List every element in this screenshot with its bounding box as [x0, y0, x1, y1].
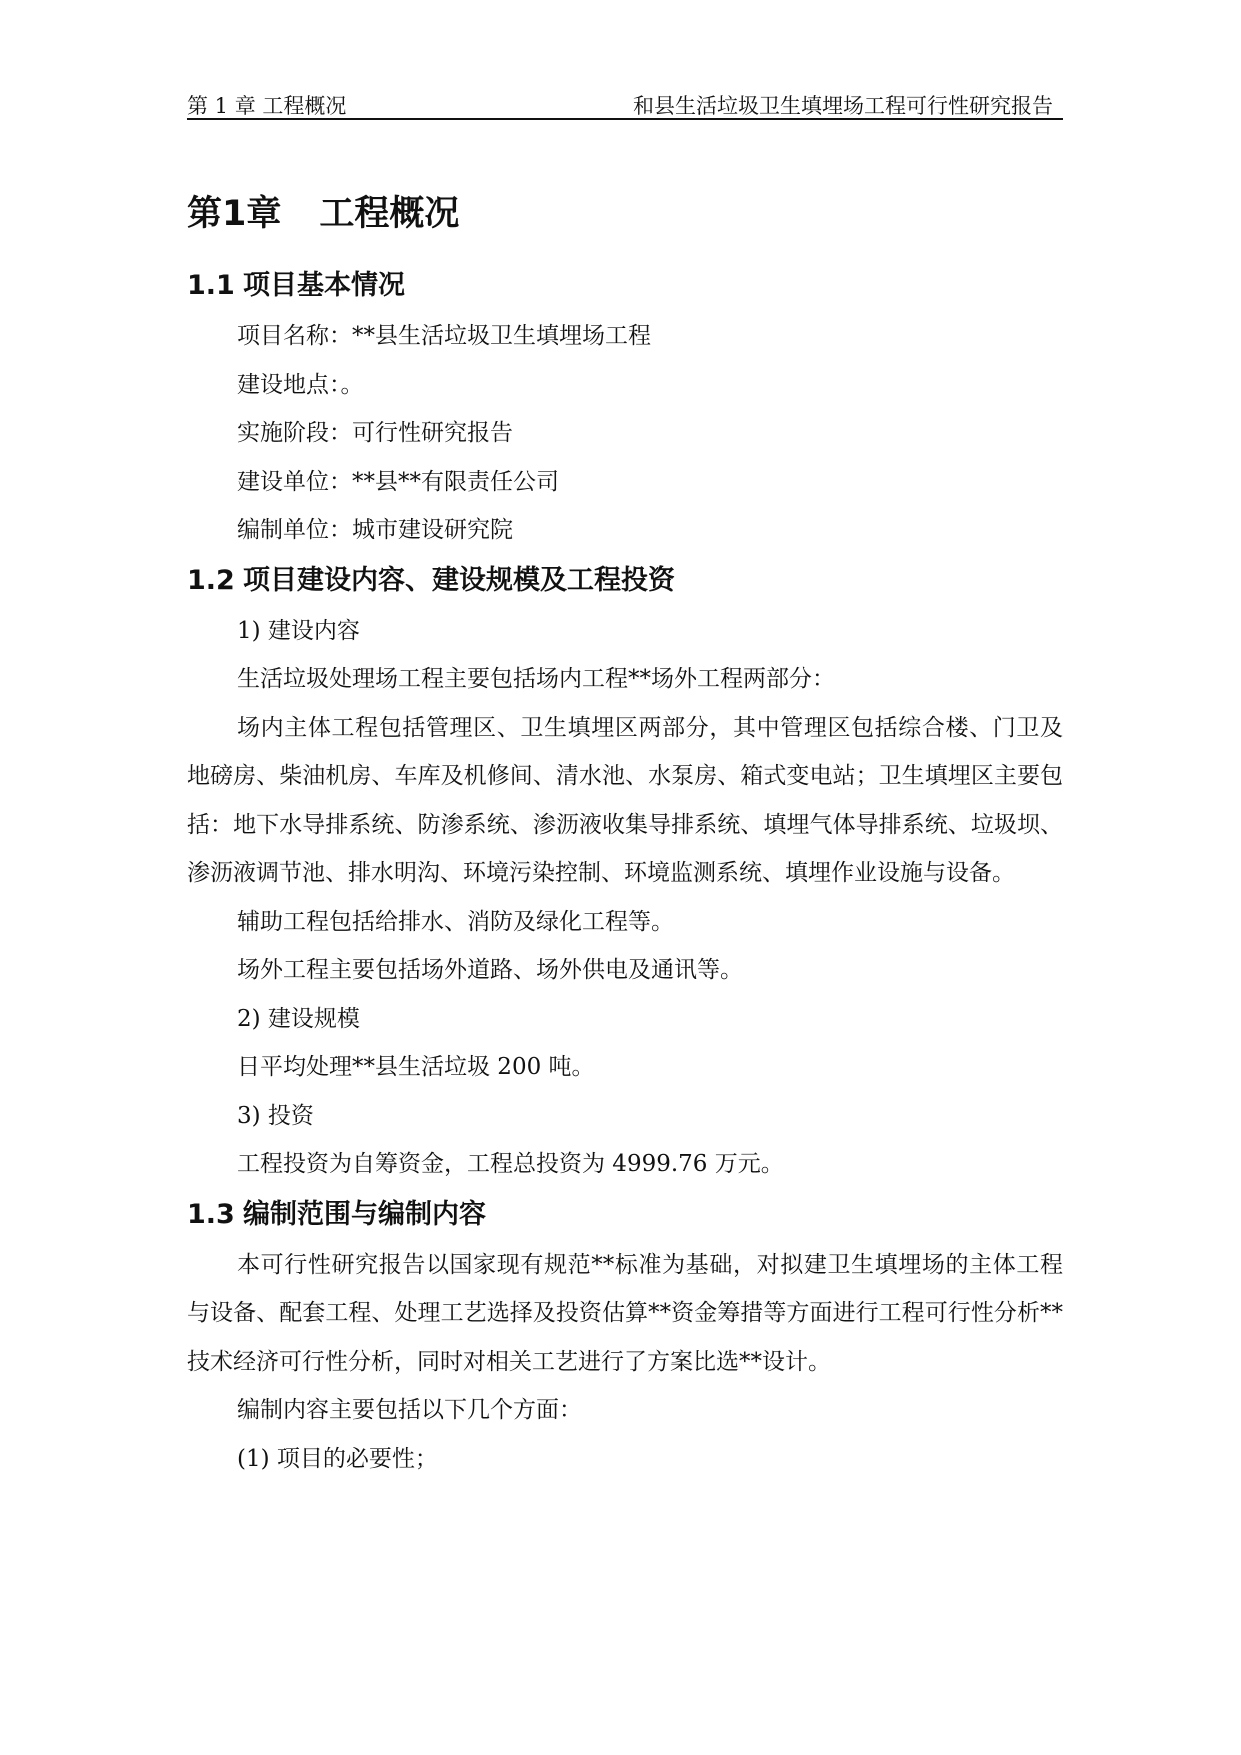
section-number: 1.3 [187, 1198, 235, 1230]
project-name-line: 项目名称：**县生活垃圾卫生填埋场工程 [237, 323, 651, 349]
section-number: 1.2 [187, 564, 235, 596]
chapter-number: 第1章 [187, 194, 282, 234]
page-content [187, 190, 1063, 1483]
paragraph: 辅助工程包括给排水、消防及绿化工程等。 [237, 908, 674, 935]
section-heading-1-3 [187, 1189, 1063, 1241]
section-title: 项目建设内容、建设规模及工程投资 [243, 564, 675, 596]
stage-line: 实施阶段：可行性研究报告 [237, 420, 513, 446]
paragraph: 工程投资为自筹资金，工程总投资为 4999.76 万元。 [237, 1151, 784, 1177]
paragraph: 编制内容主要包括以下几个方面： [237, 1397, 582, 1423]
paragraph: (1) 项目的必要性； [237, 1445, 438, 1472]
paragraph: 1) 建设内容 [237, 617, 360, 644]
owner-line: 建设单位：**县**有限责任公司 [237, 468, 559, 495]
chapter-heading [187, 190, 1063, 260]
section-title: 编制范围与编制内容 [243, 1198, 486, 1230]
page-header [187, 84, 1063, 120]
location-line: 建设地点：。 [237, 371, 364, 398]
paragraph: 场内主体工程包括管理区、卫生填埋区两部分，其中管理区包括综合楼、门卫及地磅房、柴油机房、车库及机修间、清水池、水泵房、箱式变电站；卫生填埋区主要包括：地下水导排系统、防渗系统、渗沥液收集导排系统、填埋气体导排系统、垃圾坝、渗沥液调节池、排水明沟、环境污染控制、环境监测系统、填埋作业设施与设备。 [187, 714, 1063, 886]
header-report-title: 和县生活垃圾卫生填埋场工程可行性研究报告 [633, 94, 1053, 118]
paragraph: 2) 建设规模 [237, 1005, 360, 1032]
header-chapter: 第 1 章 工程概况 [187, 94, 347, 118]
paragraph: 生活垃圾处理场工程主要包括场内工程**场外工程两部分： [237, 666, 835, 692]
section-title: 项目基本情况 [243, 270, 405, 301]
paragraph: 场外工程主要包括场外道路、场外供电及通讯等。 [237, 957, 743, 983]
section-heading-1-1 [187, 260, 1063, 312]
editor-line: 编制单位：城市建设研究院 [237, 517, 513, 543]
section-number: 1.1 [187, 270, 235, 301]
chapter-title: 工程概况 [319, 194, 460, 234]
section-heading-1-2 [187, 555, 1063, 607]
paragraph: 日平均处理**县生活垃圾 200 吨。 [237, 1054, 595, 1080]
paragraph: 3) 投资 [237, 1102, 314, 1129]
paragraph: 本可行性研究报告以国家现有规范**标准为基础，对拟建卫生填埋场的主体工程与设备、配套工程、处理工艺选择及投资估算**资金筹措等方面进行工程可行性分析**技术经济可行性分析，同时对相关工艺进行了方案比选**设计。 [187, 1251, 1063, 1375]
